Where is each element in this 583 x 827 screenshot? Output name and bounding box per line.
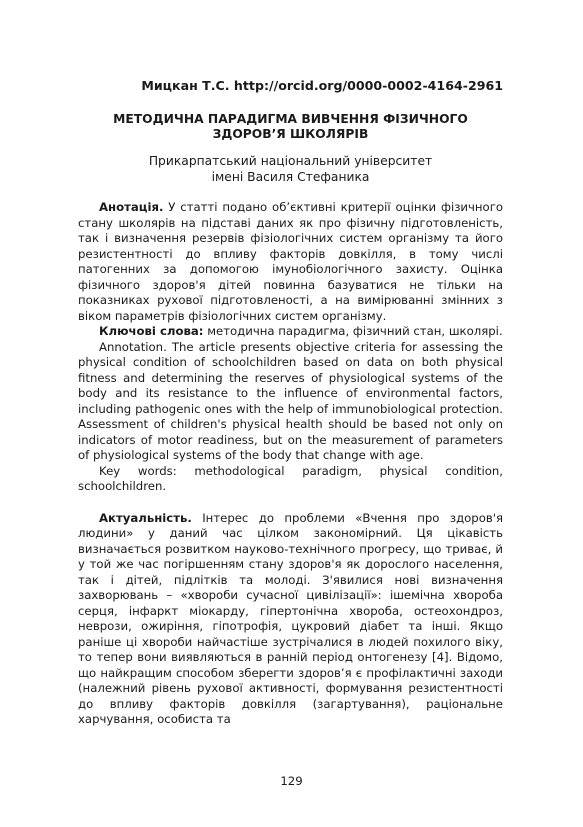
keywords-ukrainian — [78, 324, 503, 340]
author-orcid-line: Мицкан Т.С. http://orcid.org/0000-0002-4164-2961 — [141, 78, 503, 93]
relevance-paragraph — [78, 511, 503, 728]
relevance-label: Актуальність. — [99, 510, 192, 525]
article-body — [78, 200, 503, 728]
abstract-ukrainian — [78, 200, 503, 324]
affiliation-line-2: імені Василя Стефаника — [211, 169, 370, 184]
keywords-text: методична парадигма, фізичний стан, школярі. — [207, 324, 503, 338]
page-number: 129 — [280, 774, 303, 788]
article-title-line-1: МЕТОДИЧНА ПАРАДИГМА ВИВЧЕННЯ ФІЗИЧНОГО — [113, 112, 468, 126]
keywords-label: Ключові слова: — [99, 324, 204, 338]
keywords-english: Key words: methodological paradigm, physical condition, schoolchildren. — [78, 463, 503, 493]
affiliation — [78, 154, 503, 185]
affiliation-line-1: Прикарпатський національний університет — [148, 154, 433, 168]
article-title-line-2: ЗДОРОВ’Я ШКОЛЯРІВ — [212, 127, 369, 141]
relevance-text: Інтерес до проблеми «Вчення про здоров'я людини» у даний час цілком закономірний. Ця цікавість визначається розвитком науково-технічного прогресу, що триває, й у той же час погіршенням стану здоров'я як дорослого населення, так і дітей, підлітків та молоді. З'явилися нові визначення захворювань – «хвороби сучасної цивілізації»: ішемічна хвороба серця, інфаркт міокарду, гіпертонічна хвороба, остеохондроз, неврози, ожиріння, гіпотрофія, цукровий діабет та інші. Якщо раніше ці хвороби найчастіше зустрічалися в людей похилого віку, то тепер вони виявляються в ранній період онтогенезу [4]. Відомо, що найкращим способом зберегти здоров’я є профілактичні заходи (належний рівень рухової активності, формування резистентності до впливу факторів довкілля (загартування), раціональне харчування, особиста та — [78, 510, 504, 726]
article-title — [78, 112, 503, 142]
abstract-text: У статті подано об’єктивні критерії оцінки фізичного стану школярів на підставі даних як про фізичну підготовленість, так і визначення резервів фізіологічних систем організму та його резистентності до впливу факторів довкілля, в тому числі патогенних за допомогою імунобіологічного захисту. Оцінка фізичного здоров'я дітей повинна базуватися не тільки на показниках рухової підготовленості, а на вимірюванні змінних з віком параметрів фізіологічних систем організму. — [78, 200, 504, 323]
abstract-label: Анотація. — [99, 200, 164, 214]
abstract-english: Annotation. The article presents objective criteria for assessing the physical condition of schoolchildren based on data on both physical fitness and determining the reserves of physiological systems of the body and its resistance to the influence of environmental factors, including pathogenic ones with the help of immunobiological protection. Assessment of children's physical health should be based not only on indicators of motor readiness, but on the measurement of parameters of physiological systems of the body that change with age. — [78, 339, 503, 462]
